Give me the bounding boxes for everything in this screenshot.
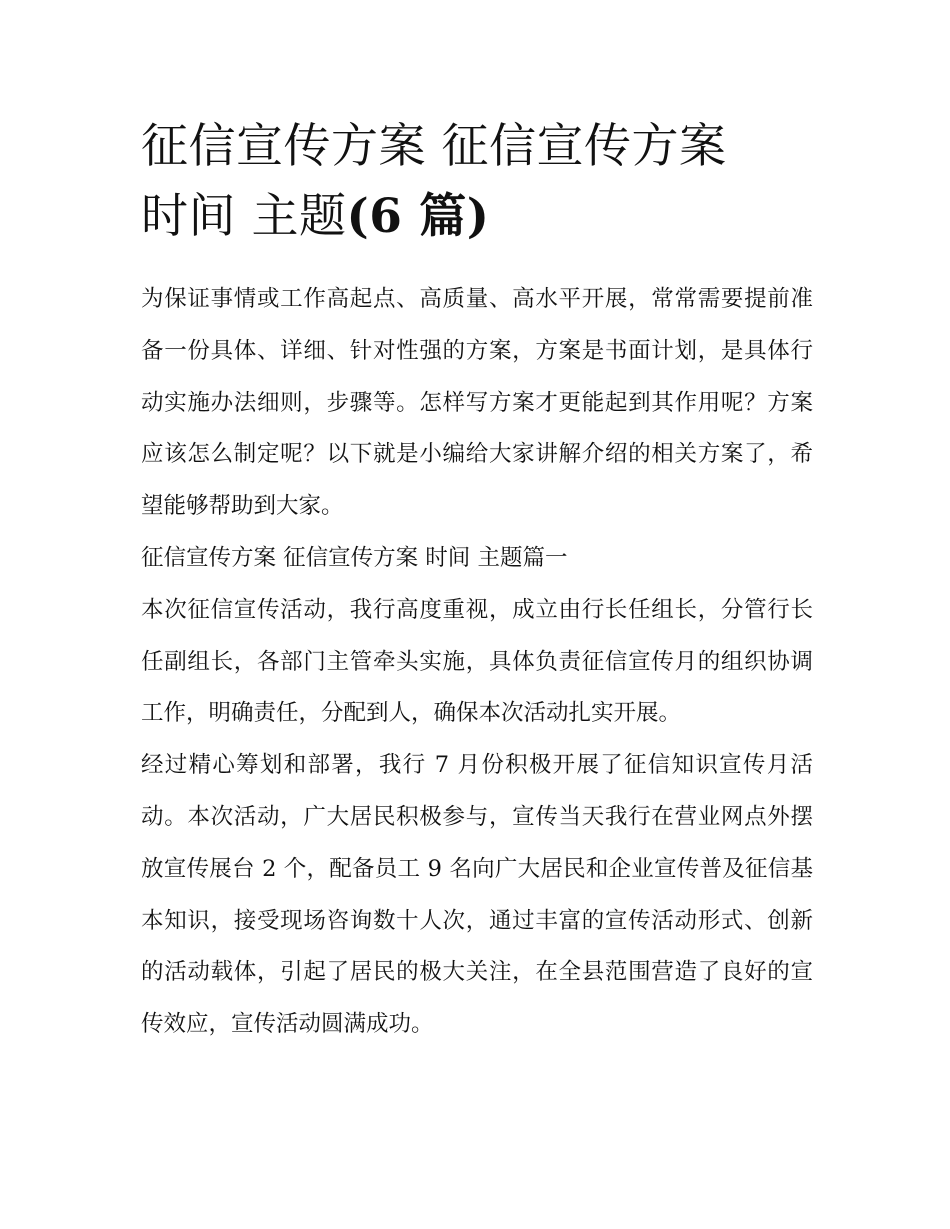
document-title [141,112,813,252]
section1-paragraph-2: 经过精心筹划和部署，我行 7 月份积极开展了征信知识宣传月活动。本次活动，广大居民积极参与，宣传当天我行在营业网点外摆放宣传展台 2 个，配备员工 9 名向广大居民和企业宣传普及征信基本知识，接受现场咨询数十人次，通过丰富的宣传活动形式、创新的活动载体，引起了居民的极大关注，在全县范围营造了良好的宣传效应，宣传活动圆满成功。 [141,752,813,1038]
section-heading-1: 征信宣传方案 征信宣传方案 时间 主题篇一 [141,544,568,571]
section1-paragraph-1: 本次征信宣传活动，我行高度重视，成立由行长任组长，分管行长任副组长，各部门主管牵头实施，具体负责征信宣传月的组织协调工作，明确责任，分配到人，确保本次活动扎实开展。 [141,596,813,727]
title-line-2-text: 时间 主题 [141,189,347,244]
title-line-2 [141,182,813,252]
document-body [141,112,813,1051]
title-line-1: 征信宣传方案 征信宣传方案 [141,119,727,174]
intro-paragraph: 为保证事情或工作高起点、高质量、高水平开展，常常需要提前准备一份具体、详细、针对性强的方案，方案是书面计划，是具体行动实施办法细则，步骤等。怎样写方案才更能起到其作用呢？方案应该怎么制定呢？以下就是小编给大家讲解介绍的相关方案了，希望能够帮助到大家。 [141,286,813,520]
title-article-count: (6 篇) [346,189,490,244]
